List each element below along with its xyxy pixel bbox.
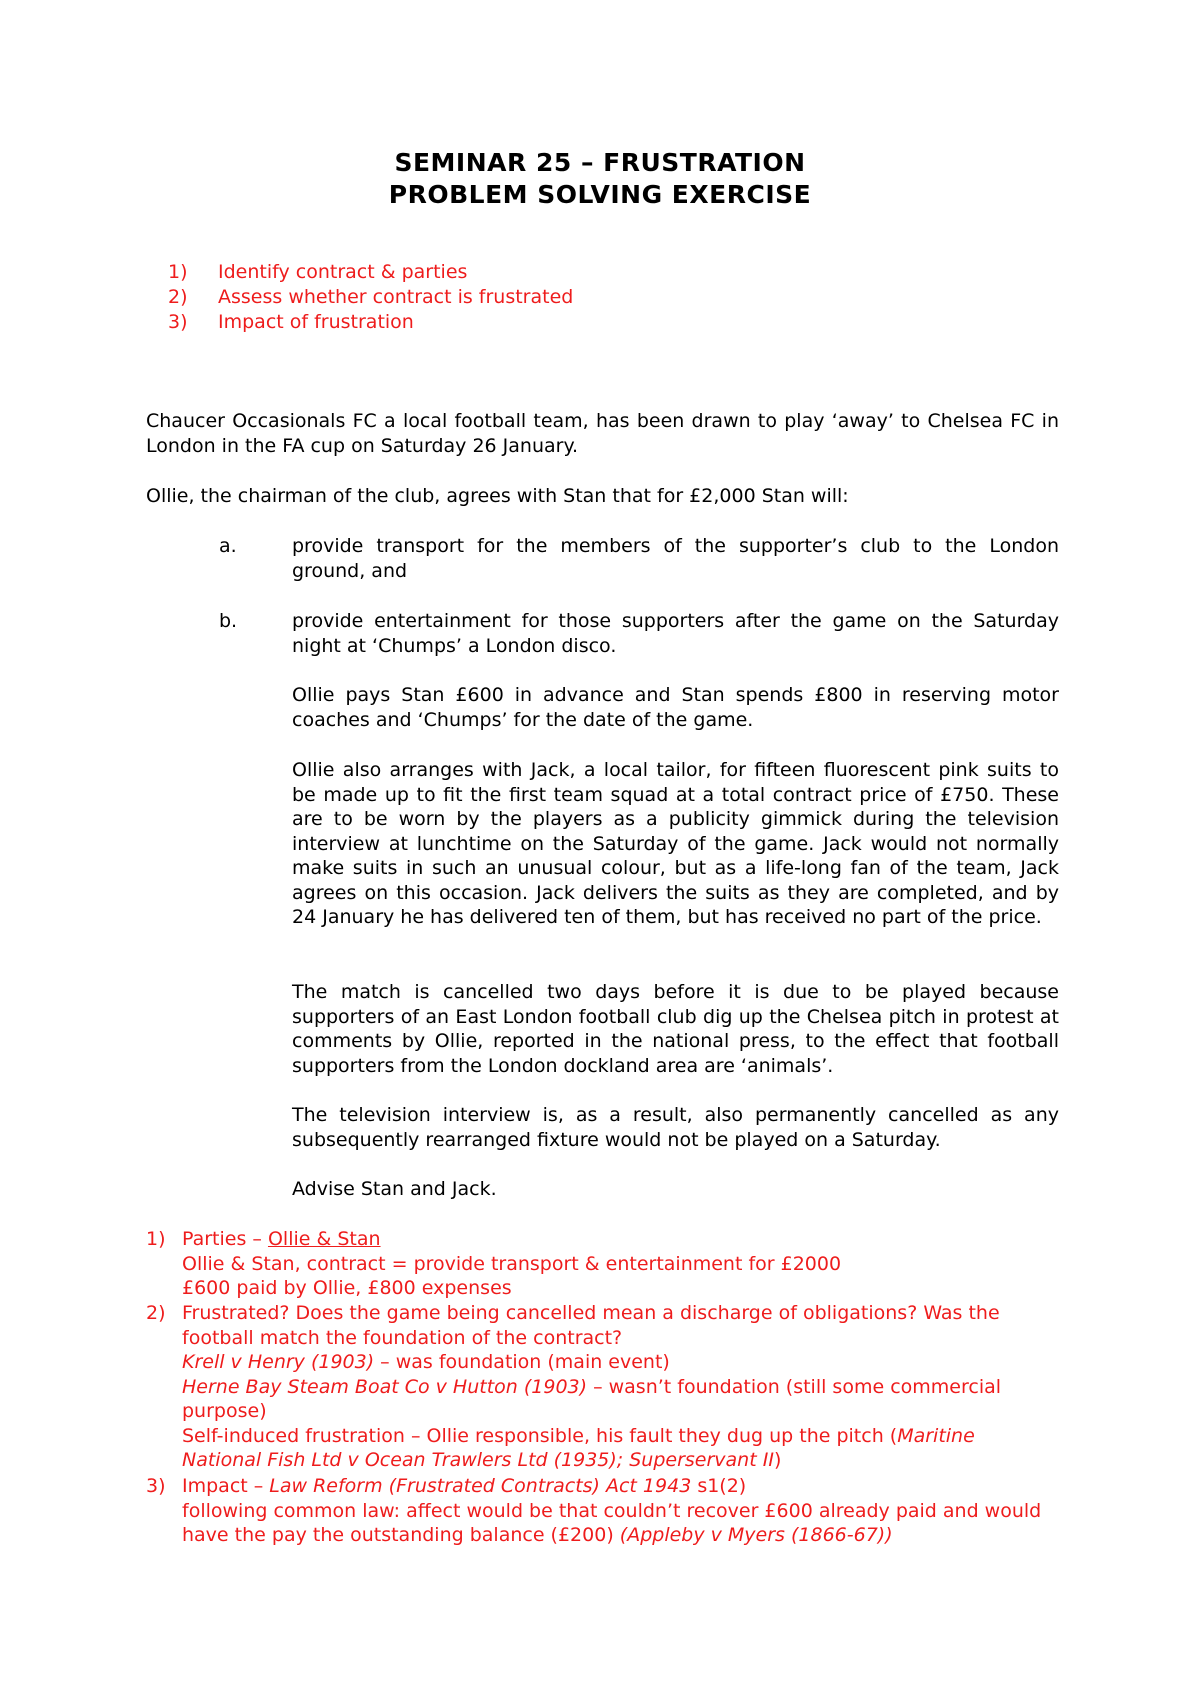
document-page: SEMINAR 25 – FRUSTRATION PROBLEM SOLVING EXERCISE 1) Identify contract & parties 2) Assess whether contract is frustrated 3) Impact of frustration Chaucer Occasionals FC a local football team, has been drawn to play ‘away’ to Chelsea FC in London in the FA cup on Saturday 26 January. Ollie, the chairman of the club, agrees with Stan that for £2,000 Stan will: a. provide transport for the members of the supporter’s club to the London ground, and b. provide entertainment for those supporters after the game on the Saturday night at ‘Chumps’ a London disco. Ollie pays Stan £600 in advance and Stan spends £800 in reserving motor coaches and ‘Chumps’ for the date of the game. Ollie also arranges with Jack, a local tailor, for fifteen fluorescent pink suits to be made up to fit the first team squad at a total contract price of £750. These are to be worn by the players as a publicity gimmick during the television interview at lunchtime on the Saturday of the game. Jack would not normally make suits in such an unusual colour, but as a life-long fan of the team, Jack agrees on this occasion. Jack delivers the suits as they are completed, and by 24 January he has delivered ten of them, but has received no part of the price. The match is cancelled two days before it is due to be played because supporters of an East London football club dig up the Chelsea pitch in protest at comments by Ollie, reported in the national press, to the effect that football supporters from the London dockland area are ‘animals’. The television interview is, as a result, also permanently cancelled as any subsequently rearranged fixture would not be played on a Saturday. Advise Stan and Jack. 1) Parties – Ollie & Stan Ollie & Stan, contract = provide transport & entertainment for £2000 £600 paid by Ollie, £800 expenses 2) Frustrated? Does the game being cancelled mean a discharge of obligations? Was the football match the foundation of the contract? Krell v Henry (1903) – was foundation (main event) Herne Bay Steam Boat Co v Hutton (1903) – wasn’t foundation (still some commercial purpose) Self-induced frustration – Ollie responsible, his fault they dug up the pitch (Maritine National Fish Ltd v Ocean Trawlers Ltd (1935); Superservant II) 3) Impact – Law Reform (Frustrated Contracts) Act 1943 s1(2) following common law: affect would be that couldn’t recover £600 already paid and would have the pay the outstanding balance (£200) (Appleby v Myers (1866-67)) xyxy=(0,0,1200,1698)
answer-number: 1) xyxy=(146,1228,166,1250)
paragraph-cancel: The match is cancelled two days before it is due to be played because supporters of an East London football club dig up the Chelsea pitch in protest at comments by Ollie, reported in the national press, to the effect that football supporters from the London dockland area are ‘animals’. xyxy=(292,981,1059,1077)
paragraph-jack: Ollie also arranges with Jack, a local tailor, for fifteen fluorescent pink suits to be made up to fit the first team squad at a total contract price of £750. These are to be worn by the players as a publicity gimmick during the television interview at lunchtime on the Saturday of the game. Jack would not normally make suits in such an unusual colour, but as a life-long fan of the team, Jack agrees on this occasion. Jack delivers the suits as they are completed, and by 24 January he has delivered ten of them, but has received no part of the price. xyxy=(292,759,1059,928)
title-line-2: PROBLEM SOLVING EXERCISE xyxy=(388,180,812,209)
answer-parties: Parties – Ollie & Stan Ollie & Stan, contract = provide transport & entertainment for £2000 £600 paid by Ollie, £800 expenses xyxy=(182,1228,842,1299)
case-citation: Maritine National Fish Ltd v Ocean Trawlers Ltd (1935); Superservant II xyxy=(182,1424,975,1471)
item-b-text: provide entertainment for those supporters after the game on the Saturday night at ‘Chumps’ a London disco. xyxy=(292,610,1059,657)
paragraph-payment: Ollie pays Stan £600 in advance and Stan spends £800 in reserving motor coaches and ‘Chumps’ for the date of the game. xyxy=(292,684,1059,731)
statute-citation: Law Reform (Frustrated Contracts) Act 1943 xyxy=(269,1475,692,1497)
answer-impact: Impact – Law Reform (Frustrated Contracts) Act 1943 s1(2) following common law: affect would be that couldn’t recover £600 already paid and would have the pay the outstanding balance (£200) (Appleby v Myers (1866-67)) xyxy=(182,1475,1042,1546)
item-letter-a: a. xyxy=(219,535,237,557)
scenario-agreement: Ollie, the chairman of the club, agrees with Stan that for £2,000 Stan will: xyxy=(146,485,849,507)
case-citation: (Appleby v Myers (1866-67)) xyxy=(619,1524,893,1546)
answer-frustrated: Frustrated? Does the game being cancelled mean a discharge of obligations? Was the football match the foundation of the contract? Krell v Henry (1903) – was foundation (main event) Herne Bay Steam Boat Co v Hutton (1903) – wasn’t foundation (still some commercial purpose) Self-induced frustration – Ollie responsible, his fault they dug up the pitch (Maritine National Fish Ltd v Ocean Trawlers Ltd (1935); Superservant II) xyxy=(182,1302,1002,1471)
paragraph-tv: The television interview is, as a result, also permanently cancelled as any subsequently rearranged fixture would not be played on a Saturday. xyxy=(292,1104,1059,1151)
item-letter-b: b. xyxy=(219,610,238,632)
item-a-text: provide transport for the members of the supporter’s club to the London ground, and xyxy=(292,535,1059,582)
paragraph-advise: Advise Stan and Jack. xyxy=(292,1178,497,1200)
answer-number: 3) xyxy=(146,1475,166,1497)
case-citation: Herne Bay Steam Boat Co v Hutton (1903) xyxy=(182,1375,588,1398)
case-citation: Krell v Henry (1903) xyxy=(182,1351,375,1373)
title-line-1: SEMINAR 25 – FRUSTRATION xyxy=(394,148,806,177)
answer-number: 2) xyxy=(146,1302,166,1324)
parties-underlined: Ollie & Stan xyxy=(267,1228,381,1250)
scenario-intro: Chaucer Occasionals FC a local football team, has been drawn to play ‘away’ to Chelsea FC in London in the FA cup on Saturday 26 January. xyxy=(146,410,1059,457)
